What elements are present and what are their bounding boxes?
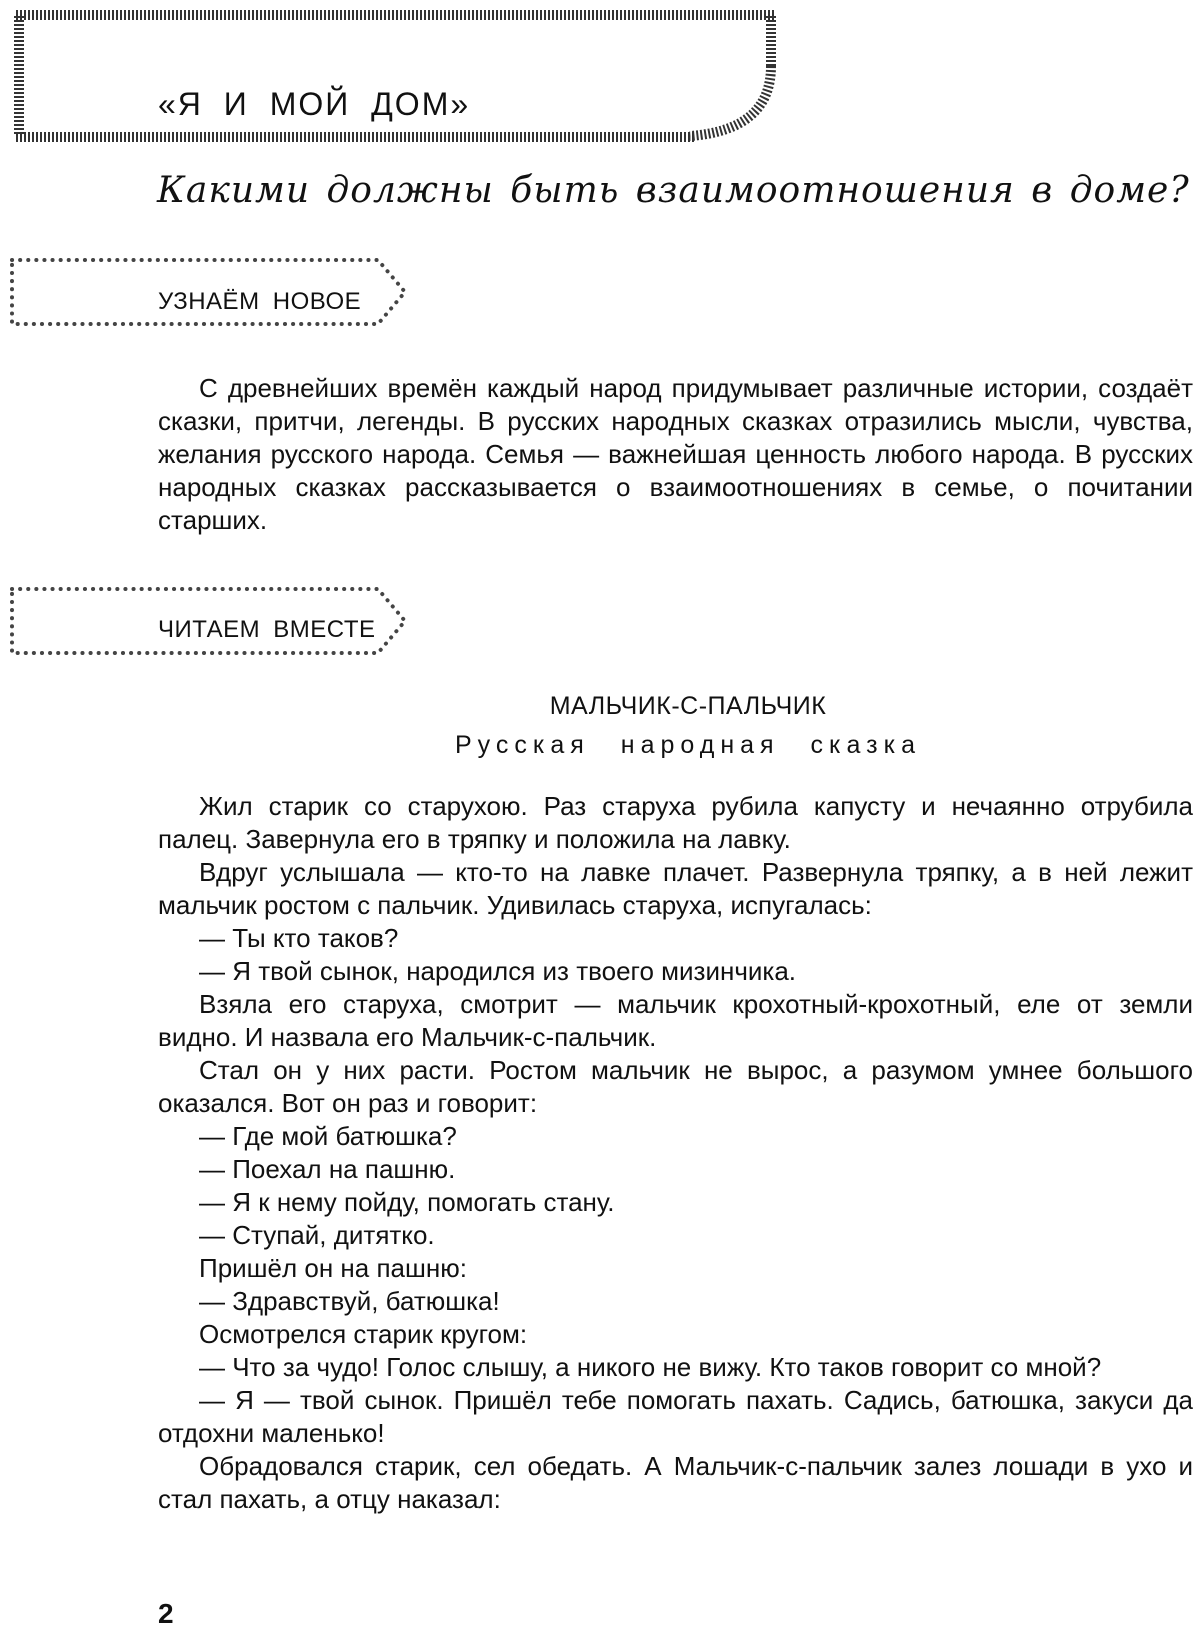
learn-new-label: УЗНАЁМ НОВОЕ — [158, 288, 362, 315]
story-paragraph: — Поехал на пашню. — [199, 1154, 456, 1184]
story-paragraph: Стал он у них расти. Ростом мальчик не вырос, а разумом умнее большого оказался. Вот он раз и говорит: — [158, 1055, 1193, 1118]
story-paragraph: — Я твой сынок, народился из твоего мизинчика. — [199, 956, 797, 986]
story-subtitle: Русская народная сказка — [455, 731, 921, 759]
story-text — [158, 790, 1193, 1516]
lesson-question: Какими должны быть взаимоотношения в доме? — [157, 170, 1190, 211]
section-title: «Я И МОЙ ДОМ» — [158, 86, 471, 122]
page-number: 2 — [158, 1598, 174, 1629]
header-frame — [0, 0, 830, 160]
story-paragraph: — Что за чудо! Голос слышу, а никого не вижу. Кто таков говорит со мной? — [199, 1352, 1102, 1382]
story-paragraph: — Я к нему пойду, помогать стану. — [199, 1187, 615, 1217]
read-together-label: ЧИТАЕМ ВМЕСТЕ — [158, 616, 376, 643]
header-box — [0, 0, 830, 160]
story-paragraph: — Где мой батюшка? — [199, 1121, 457, 1151]
story-paragraph: Вдруг услышала — кто-то на лавке плачет. Развернула тряпку, а в ней лежит мальчик ростом с пальчик. Удивилась старуха, испугалась: — [158, 857, 1193, 920]
story-paragraph: — Ступай, дитятко. — [199, 1220, 435, 1250]
story-paragraph: Пришёл он на пашню: — [199, 1253, 467, 1283]
intro-paragraph: С древнейших времён каждый народ придумывает различные истории, создаёт сказки, притчи, легенды. В русских народных сказках отразились мысли, чувства, желания русского народа. Семья — важнейшая ценность любого народа. В русских народных сказках рассказывается о взаимоотношениях в семье, о почитании старших. — [158, 373, 1193, 535]
story-paragraph: Жил старик со старухою. Раз старуха рубила капусту и нечаянно отрубила палец. Завернула его в тряпку и положила на лавку. — [158, 791, 1193, 854]
story-paragraph: Взяла его старуха, смотрит — мальчик крохотный-крохотный, еле от земли видно. И назвала его Мальчик-с-пальчик. — [158, 989, 1193, 1052]
story-paragraph: — Ты кто таков? — [199, 923, 399, 953]
story-paragraph: Осмотрелся старик кругом: — [199, 1319, 528, 1349]
story-paragraph: — Я — твой сынок. Пришёл тебе помогать пахать. Садись, батюшка, закуси да отдохни маленько! — [158, 1385, 1193, 1448]
story-title: МАЛЬЧИК-С-ПАЛЬЧИК — [549, 692, 827, 720]
story-paragraph: Обрадовался старик, сел обедать. А Мальчик-с-пальчик залез лошади в ухо и стал пахать, а отцу наказал: — [158, 1451, 1193, 1514]
story-paragraph: — Здравствуй, батюшка! — [199, 1286, 500, 1316]
